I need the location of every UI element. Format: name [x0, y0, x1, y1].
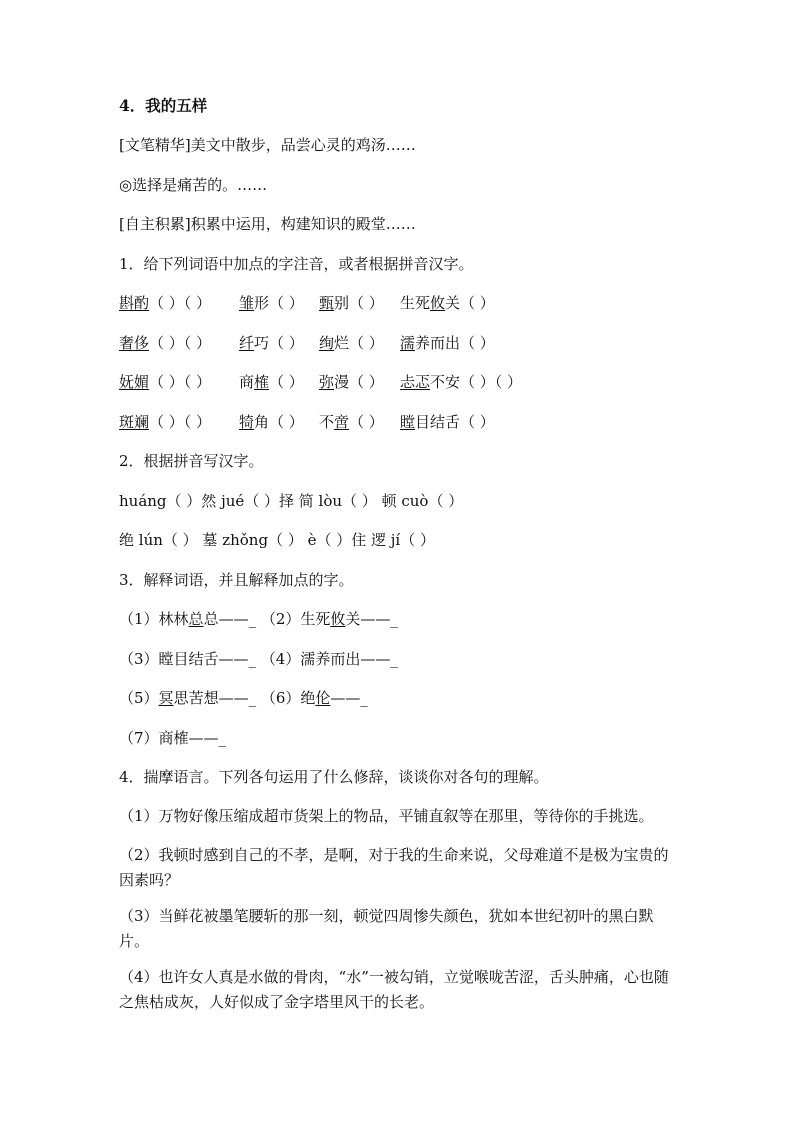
q1-item: 商榷（ ） — [239, 373, 304, 391]
question-4-prompt: 4．揣摩语言。下列各句运用了什么修辞，谈谈你对各句的理解。 — [119, 768, 549, 786]
excerpt-line: ◎选择是痛苦的。…… — [119, 176, 268, 194]
q2-pinyin-line: 绝 lún（ ） 墓 zhǒng（ ） è（ ）住 逻 jí（ ） — [119, 531, 435, 549]
q2-pinyin-line: huáng（ ）然 jué（ ）择 简 lòu（ ） 顿 cuò（ ） — [119, 492, 464, 510]
q1-item: 弥漫（ ） — [319, 373, 384, 391]
section-heading-reading: [文笔精华]美文中散步，品尝心灵的鸡汤…… — [119, 136, 416, 154]
q1-item: 妩媚（ ）（ ） — [119, 373, 212, 391]
q1-item: 奢侈（ ）（ ） — [119, 334, 212, 352]
q1-item: 雏形（ ） — [239, 294, 304, 312]
q1-item: 不啻（ ） — [319, 413, 384, 431]
question-2-prompt: 2．根据拼音写汉字。 — [119, 452, 264, 470]
q3-item: （3）瞠目结舌——_ （4）濡养而出——_ — [119, 650, 398, 668]
q1-item: 瞠目结舌（ ） — [400, 413, 495, 431]
q3-item: （7）商榷——_ — [119, 729, 227, 747]
section-heading-accumulation: [自主积累]积累中运用，构建知识的殿堂…… — [119, 215, 416, 233]
q1-item: 濡养而出（ ） — [400, 334, 495, 352]
q1-item: 生死攸关（ ） — [400, 294, 495, 312]
q1-item: 甄别（ ） — [319, 294, 384, 312]
q4-sentence: （1）万物好像压缩成超市货架上的物品，平铺直叙等在那里，等待你的手挑选。 — [119, 807, 654, 825]
q3-item: （1）林林总总——_ （2）生死攸关——_ — [119, 610, 398, 628]
q4-sentence: （2）我顿时感到自己的不孝，是啊，对于我的生命来说，父母难道不是极为宝贵的因素吗？ — [119, 846, 669, 889]
q1-item: 绚烂（ ） — [319, 334, 384, 352]
question-3-prompt: 3．解释词语，并且解释加点的字。 — [119, 571, 354, 589]
q3-item: （5）冥思苦想——_ （6）绝伦——_ — [119, 689, 368, 707]
q1-item: 纤巧（ ） — [239, 334, 304, 352]
q1-item: 犄角（ ） — [239, 413, 304, 431]
q1-item: 斟酌（ ）（ ） — [119, 294, 212, 312]
lesson-title: 4．我的五样 — [119, 96, 208, 115]
q1-item: 忐忑不安（ ）（ ） — [400, 373, 523, 391]
question-1-prompt: 1．给下列词语中加点的字注音，或者根据拼音汉字。 — [119, 255, 474, 273]
q4-sentence: （4）也许女人真是水做的骨肉，“水”一被勾销，立觉喉咙苦涩，舌头肿痛，心也随之焦枯成灰，人好似成了金字塔里风干的长老。 — [119, 968, 669, 1011]
q1-item: 斑斓（ ）（ ） — [119, 413, 212, 431]
q4-sentence: （3）当鲜花被墨笔腰斩的那一刻，顿觉四周惨失颜色，犹如本世纪初叶的黑白默片。 — [119, 907, 654, 950]
